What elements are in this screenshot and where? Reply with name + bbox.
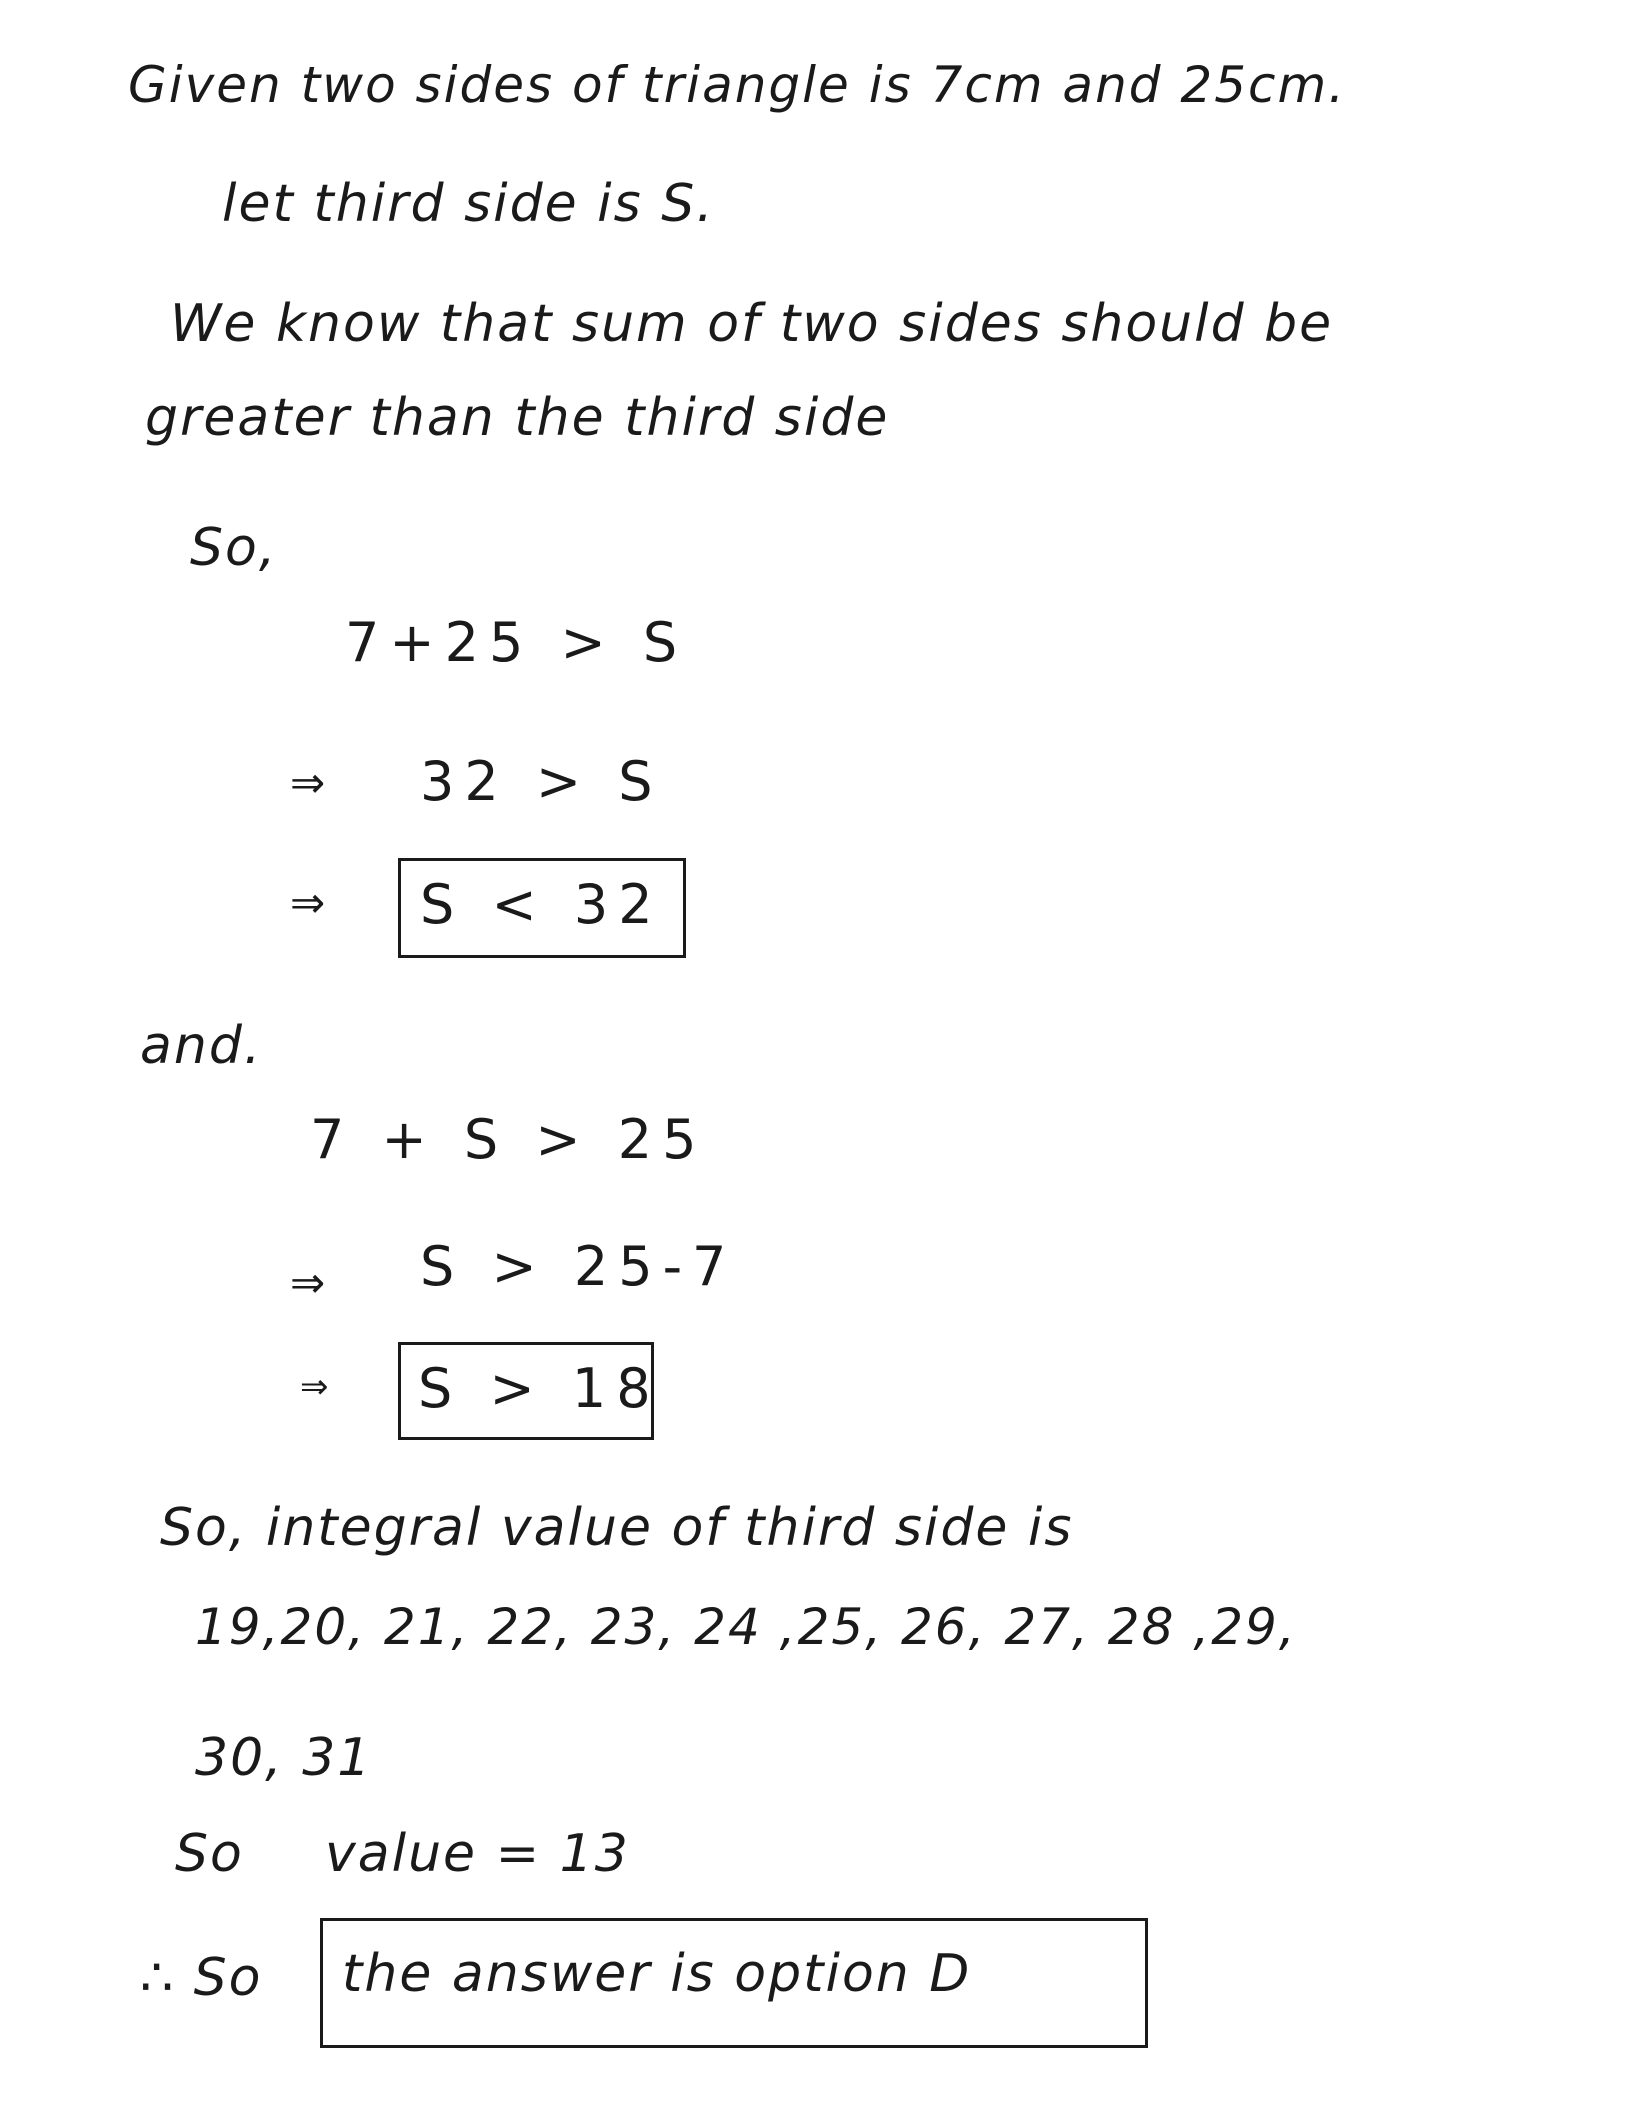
equation-7-plus-s: 7 + S > 25	[310, 1108, 707, 1171]
implies-arrow-1: ⇒	[290, 758, 336, 807]
integral-values-list-2: 30, 31	[195, 1728, 373, 1788]
know-line-2: greater than the third side	[145, 388, 890, 448]
equation-s-gt-25-minus-7: S > 25-7	[420, 1235, 737, 1298]
let-line: let third side is S.	[222, 174, 715, 234]
equation-32-gt-s: 32 > S	[420, 750, 663, 813]
value-count: value = 13	[325, 1824, 630, 1884]
so-label-1: So,	[190, 518, 278, 578]
implies-arrow-3: ⇒	[290, 1258, 336, 1307]
given-line: Given two sides of triangle is 7cm and 25cm.	[128, 56, 1347, 114]
so-label-2: So	[175, 1824, 244, 1884]
integral-values-line: So, integral value of third side is	[160, 1498, 1074, 1558]
equation-s-gt-18: S > 18	[418, 1357, 661, 1420]
implies-arrow-2: ⇒	[290, 878, 336, 927]
implies-arrow-4: ⇒	[300, 1367, 339, 1407]
know-line-1: We know that sum of two sides should be	[170, 294, 1334, 354]
integral-values-list-1: 19,20, 21, 22, 23, 24 ,25, 26, 27, 28 ,29,	[195, 1598, 1297, 1656]
equation-s-lt-32: S < 32	[420, 873, 663, 936]
final-answer: the answer is option D	[342, 1944, 972, 2004]
and-label: and.	[140, 1016, 263, 1076]
therefore-so: ∴ So	[140, 1948, 263, 2008]
equation-sum: 7+25 > S	[345, 611, 688, 674]
